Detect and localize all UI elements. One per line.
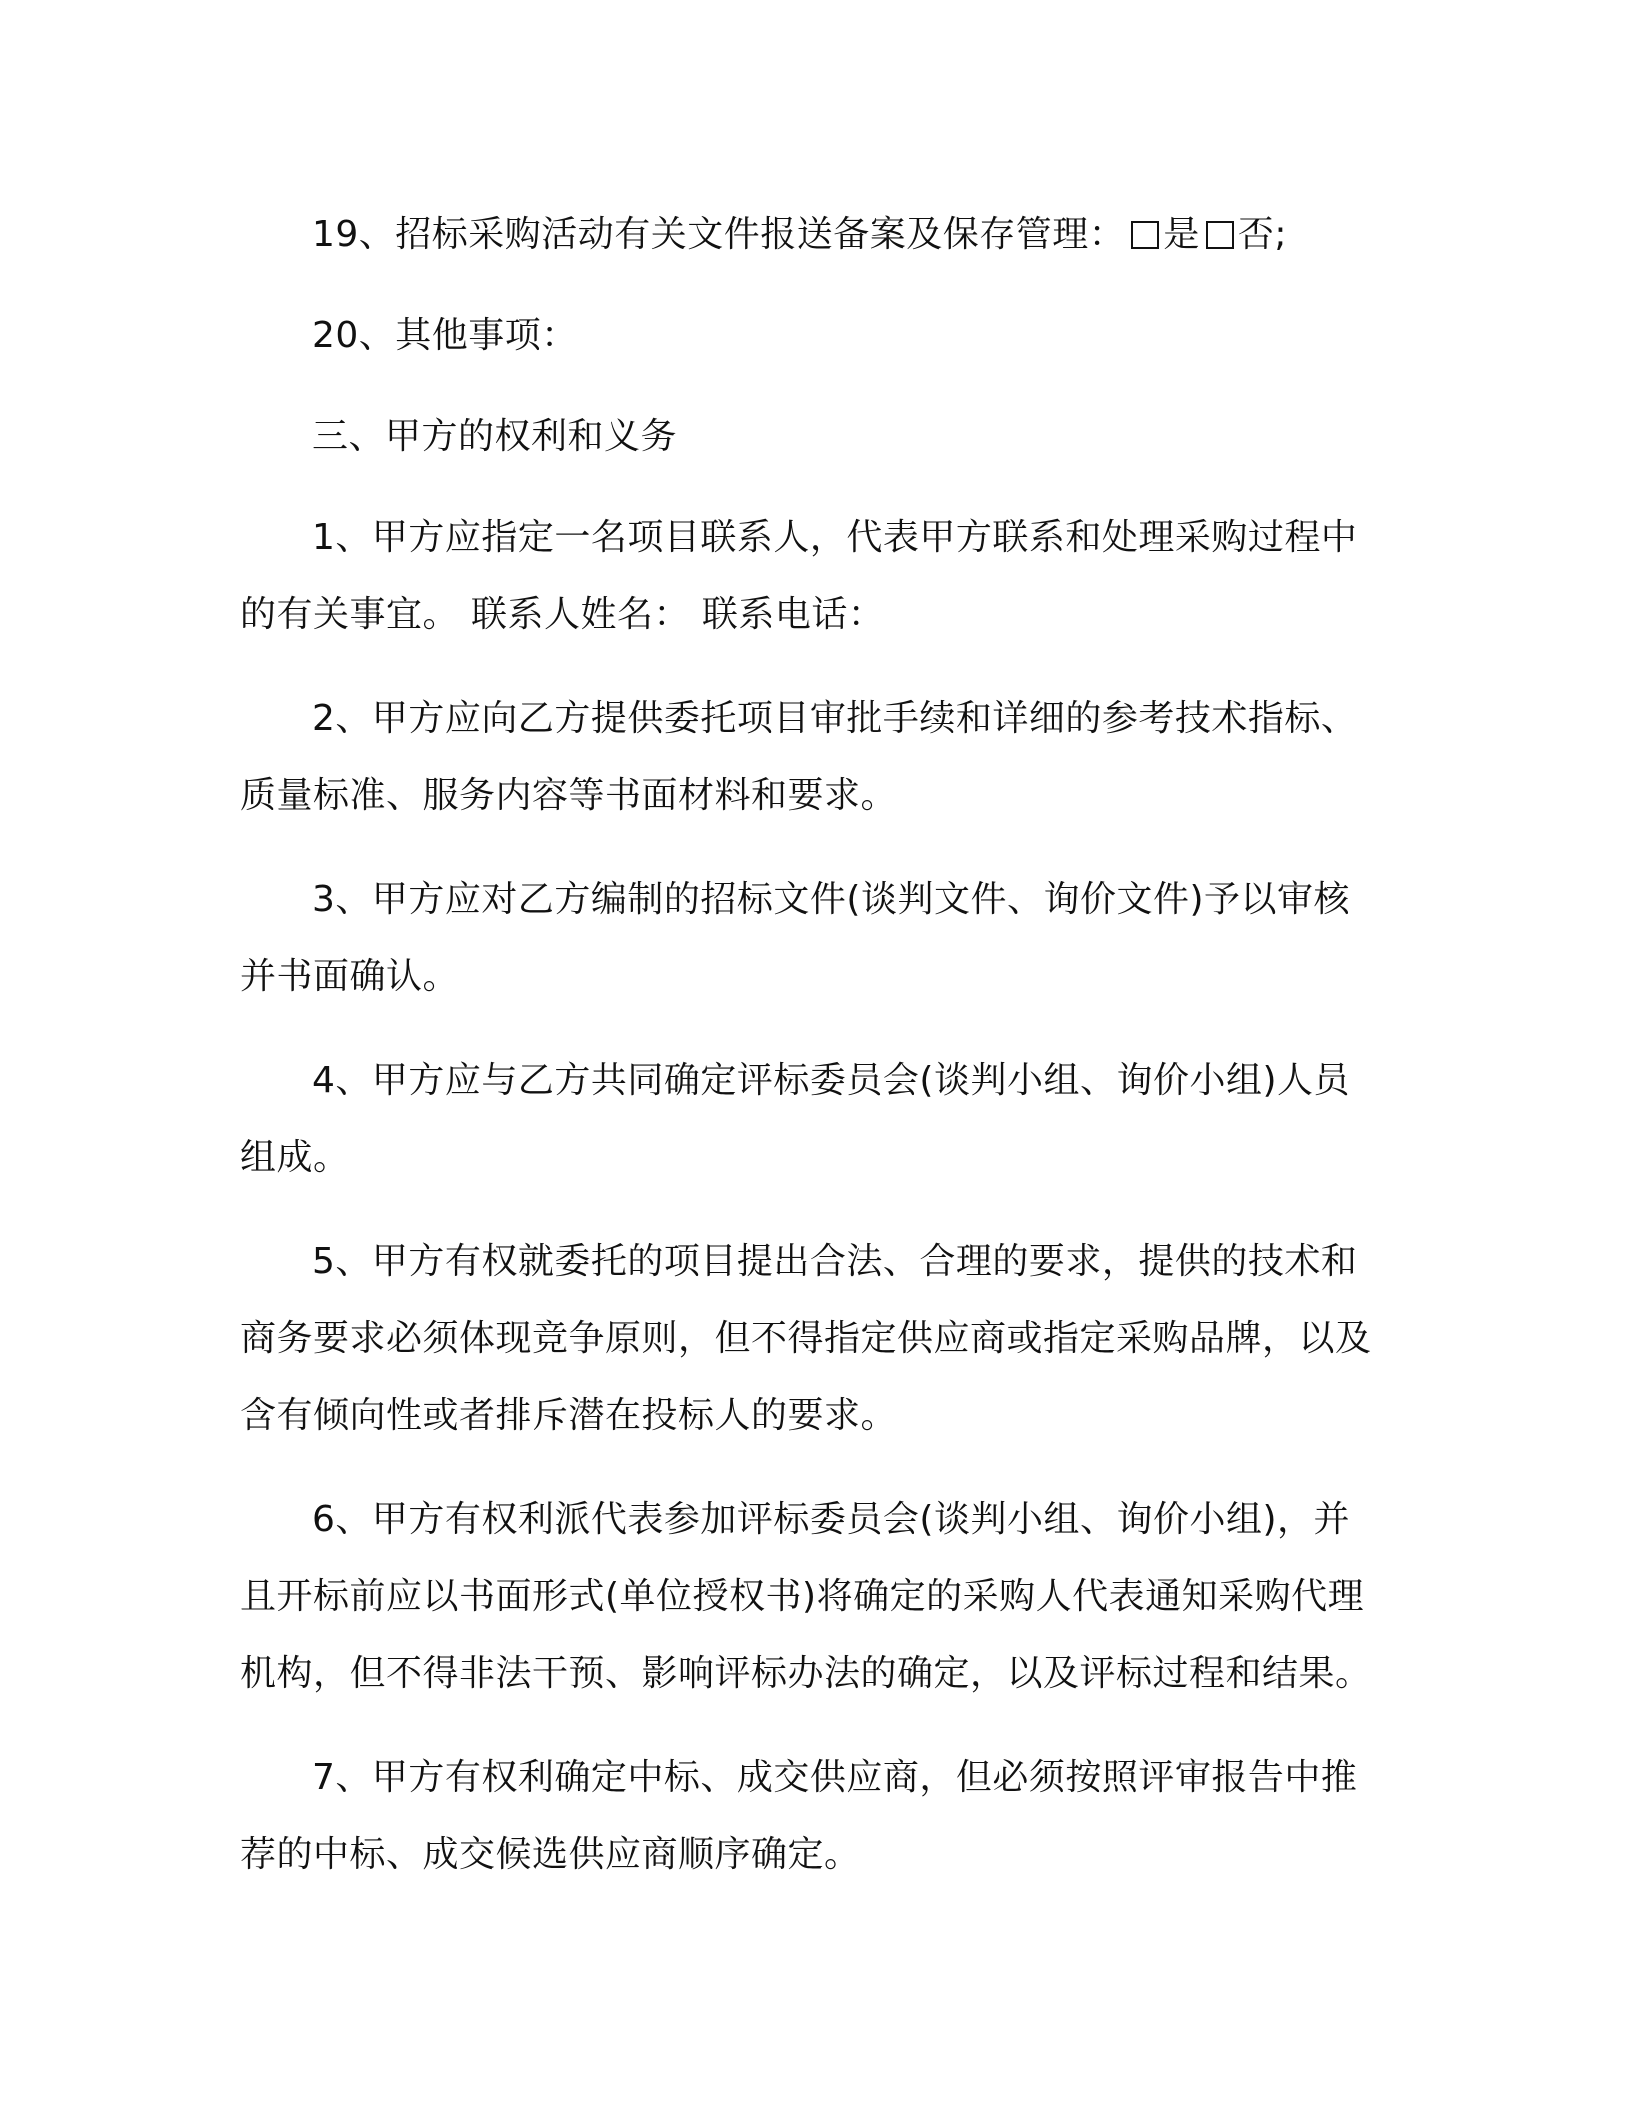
item-20: 20、其他事项：: [312, 315, 578, 356]
item-19-text: 19、招标采购活动有关文件报送备案及保存管理：: [312, 214, 1126, 255]
option-yes-label: 是: [1163, 214, 1200, 255]
checkbox-no[interactable]: [1206, 221, 1234, 249]
checkbox-yes[interactable]: [1131, 221, 1159, 249]
paragraph-1: 1、甲方应指定一名项目联系人，代表甲方联系和处理采购过程中的有关事宜。 联系人姓名： 联系电话：: [240, 517, 1358, 635]
paragraph-6: 6、甲方有权利派代表参加评标委员会(谈判小组、询价小组)，并且开标前应以书面形式(单位授权书)将确定的采购人代表通知采购代理机构，但不得非法干预、影响评标办法的确定，以及评标过程和结果。: [240, 1499, 1372, 1694]
section-3-title: 三、甲方的权利和义务: [312, 416, 678, 457]
option-no-label: 否;: [1237, 214, 1287, 255]
document-body: [240, 196, 1385, 1920]
paragraph-2: 2、甲方应向乙方提供委托项目审批手续和详细的参考技术指标、质量标准、服务内容等书面材料和要求。: [240, 698, 1358, 816]
paragraph-7: 7、甲方有权利确定中标、成交供应商，但必须按照评审报告中推荐的中标、成交候选供应商顺序确定。: [240, 1757, 1358, 1875]
paragraph-4: 4、甲方应与乙方共同确定评标委员会(谈判小组、询价小组)人员组成。: [240, 1060, 1350, 1178]
paragraph-3: 3、甲方应对乙方编制的招标文件(谈判文件、询价文件)予以审核并书面确认。: [240, 879, 1350, 997]
item-19: [240, 196, 1385, 273]
paragraph-5: 5、甲方有权就委托的项目提出合法、合理的要求，提供的技术和商务要求必须体现竞争原则，但不得指定供应商或指定采购品牌，以及含有倾向性或者排斥潜在投标人的要求。: [240, 1241, 1372, 1436]
